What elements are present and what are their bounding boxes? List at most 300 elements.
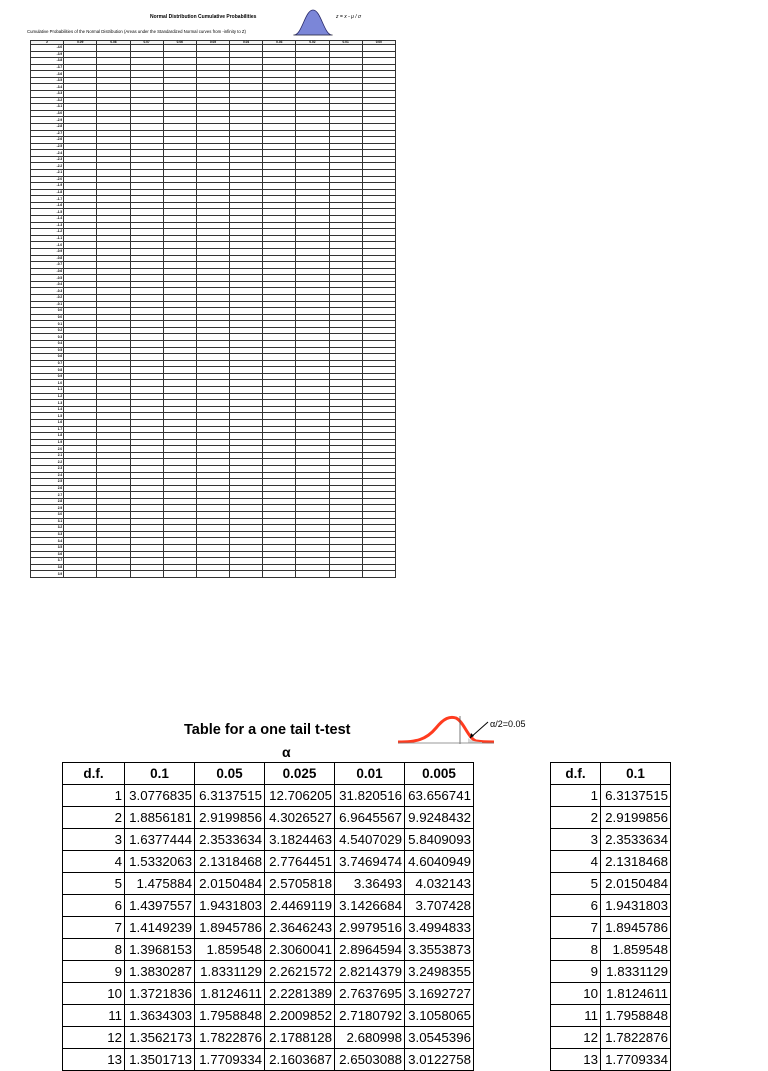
t-value-cell: 2.3646243 bbox=[265, 917, 335, 939]
probability-cell bbox=[97, 466, 130, 473]
probability-cell bbox=[296, 380, 329, 387]
probability-cell bbox=[163, 564, 196, 571]
normal-table-row bbox=[31, 551, 396, 558]
probability-cell bbox=[163, 439, 196, 446]
probability-cell bbox=[64, 275, 97, 282]
probability-cell bbox=[163, 196, 196, 203]
df-cell: 8 bbox=[63, 939, 125, 961]
probability-cell bbox=[296, 183, 329, 190]
t-value-cell: 2.7180792 bbox=[335, 1005, 405, 1027]
probability-cell bbox=[296, 544, 329, 551]
probability-cell bbox=[362, 268, 395, 275]
probability-cell bbox=[64, 288, 97, 295]
probability-cell bbox=[163, 110, 196, 117]
probability-cell bbox=[196, 314, 229, 321]
probability-cell bbox=[97, 77, 130, 84]
probability-cell bbox=[196, 498, 229, 505]
probability-cell bbox=[362, 327, 395, 334]
probability-cell bbox=[64, 380, 97, 387]
probability-cell bbox=[329, 176, 362, 183]
probability-cell bbox=[130, 202, 163, 209]
probability-cell bbox=[97, 492, 130, 499]
probability-cell bbox=[97, 498, 130, 505]
probability-cell bbox=[130, 130, 163, 137]
probability-cell bbox=[64, 222, 97, 229]
normal-table-row bbox=[31, 169, 396, 176]
normal-table-row bbox=[31, 189, 396, 196]
probability-cell bbox=[296, 485, 329, 492]
probability-cell bbox=[296, 518, 329, 525]
probability-cell bbox=[263, 235, 296, 242]
probability-cell bbox=[362, 492, 395, 499]
probability-cell bbox=[329, 104, 362, 111]
normal-table-row bbox=[31, 341, 396, 348]
normal-table-row bbox=[31, 544, 396, 551]
t-value-cell: 1.8945786 bbox=[195, 917, 265, 939]
probability-cell bbox=[130, 281, 163, 288]
z-value-cell: 0.8 bbox=[31, 367, 64, 374]
probability-cell bbox=[362, 308, 395, 315]
z-value-cell: 1.9 bbox=[31, 439, 64, 446]
probability-cell bbox=[196, 110, 229, 117]
t-value-cell: 2.6503088 bbox=[335, 1049, 405, 1071]
probability-cell bbox=[296, 189, 329, 196]
df-cell: 7 bbox=[551, 917, 601, 939]
z-value-cell: -3.2 bbox=[31, 97, 64, 104]
t-value-cell: 2.7764451 bbox=[265, 851, 335, 873]
probability-cell bbox=[296, 248, 329, 255]
probability-cell bbox=[329, 426, 362, 433]
t-value-cell: 2.0150484 bbox=[601, 873, 671, 895]
probability-cell bbox=[196, 380, 229, 387]
probability-cell bbox=[263, 294, 296, 301]
probability-cell bbox=[130, 222, 163, 229]
probability-cell bbox=[163, 130, 196, 137]
z-value-cell: 3.6 bbox=[31, 551, 64, 558]
probability-cell bbox=[230, 354, 263, 361]
probability-cell bbox=[263, 71, 296, 78]
t-table-header-cell: d.f. bbox=[63, 763, 125, 785]
t-value-cell: 3.1692727 bbox=[405, 983, 474, 1005]
t-value-cell: 1.8124611 bbox=[601, 983, 671, 1005]
probability-cell bbox=[130, 485, 163, 492]
normal-table-row bbox=[31, 485, 396, 492]
normal-table-row bbox=[31, 452, 396, 459]
normal-table-row bbox=[31, 433, 396, 440]
probability-cell bbox=[329, 419, 362, 426]
t-value-cell: 3.36493 bbox=[335, 873, 405, 895]
probability-cell bbox=[329, 387, 362, 394]
probability-cell bbox=[130, 505, 163, 512]
probability-cell bbox=[97, 367, 130, 374]
df-cell: 6 bbox=[551, 895, 601, 917]
probability-cell bbox=[64, 137, 97, 144]
probability-cell bbox=[163, 229, 196, 236]
probability-cell bbox=[64, 452, 97, 459]
z-value-cell: 1.7 bbox=[31, 426, 64, 433]
t-value-cell: 1.3968153 bbox=[125, 939, 195, 961]
probability-cell bbox=[196, 183, 229, 190]
probability-cell bbox=[163, 163, 196, 170]
probability-cell bbox=[130, 525, 163, 532]
probability-cell bbox=[362, 564, 395, 571]
z-value-cell: 1.2 bbox=[31, 393, 64, 400]
normal-header-cell: 0.09 bbox=[64, 41, 97, 45]
probability-cell bbox=[230, 84, 263, 91]
probability-cell bbox=[163, 183, 196, 190]
probability-cell bbox=[296, 512, 329, 519]
probability-cell bbox=[296, 538, 329, 545]
probability-cell bbox=[130, 472, 163, 479]
t-value-cell: 5.8409093 bbox=[405, 829, 474, 851]
normal-table-row bbox=[31, 426, 396, 433]
normal-table-row bbox=[31, 268, 396, 275]
probability-cell bbox=[329, 143, 362, 150]
probability-cell bbox=[362, 393, 395, 400]
probability-cell bbox=[196, 479, 229, 486]
normal-table-row bbox=[31, 466, 396, 473]
probability-cell bbox=[230, 571, 263, 578]
probability-cell bbox=[362, 413, 395, 420]
probability-cell bbox=[163, 169, 196, 176]
df-cell: 10 bbox=[63, 983, 125, 1005]
probability-cell bbox=[296, 419, 329, 426]
probability-cell bbox=[64, 321, 97, 328]
probability-cell bbox=[64, 150, 97, 157]
z-value-cell: -0.9 bbox=[31, 248, 64, 255]
probability-cell bbox=[163, 327, 196, 334]
bell-curve-icon bbox=[292, 8, 334, 38]
probability-cell bbox=[163, 393, 196, 400]
probability-cell bbox=[163, 321, 196, 328]
t-value-cell: 1.8331129 bbox=[195, 961, 265, 983]
z-value-cell: -3.5 bbox=[31, 77, 64, 84]
probability-cell bbox=[263, 97, 296, 104]
probability-cell bbox=[97, 143, 130, 150]
probability-cell bbox=[296, 367, 329, 374]
probability-cell bbox=[163, 288, 196, 295]
probability-cell bbox=[230, 413, 263, 420]
probability-cell bbox=[97, 564, 130, 571]
probability-cell bbox=[64, 459, 97, 466]
probability-cell bbox=[362, 262, 395, 269]
probability-cell bbox=[230, 525, 263, 532]
probability-cell bbox=[230, 479, 263, 486]
normal-table-row bbox=[31, 419, 396, 426]
probability-cell bbox=[163, 466, 196, 473]
probability-cell bbox=[196, 439, 229, 446]
probability-cell bbox=[230, 202, 263, 209]
probability-cell bbox=[263, 176, 296, 183]
probability-cell bbox=[230, 51, 263, 58]
probability-cell bbox=[263, 123, 296, 130]
probability-cell bbox=[329, 525, 362, 532]
probability-cell bbox=[329, 71, 362, 78]
probability-cell bbox=[196, 45, 229, 52]
probability-cell bbox=[296, 97, 329, 104]
t-value-cell: 12.706205 bbox=[265, 785, 335, 807]
t-value-cell: 1.3721836 bbox=[125, 983, 195, 1005]
t-table-header-cell: 0.025 bbox=[265, 763, 335, 785]
probability-cell bbox=[196, 235, 229, 242]
t-value-cell: 31.820516 bbox=[335, 785, 405, 807]
probability-cell bbox=[230, 281, 263, 288]
probability-cell bbox=[263, 505, 296, 512]
normal-header-cell: 0.03 bbox=[263, 41, 296, 45]
probability-cell bbox=[64, 393, 97, 400]
probability-cell bbox=[196, 400, 229, 407]
probability-cell bbox=[296, 242, 329, 249]
probability-cell bbox=[196, 558, 229, 565]
probability-cell bbox=[196, 91, 229, 98]
probability-cell bbox=[163, 156, 196, 163]
probability-cell bbox=[196, 512, 229, 519]
probability-cell bbox=[263, 242, 296, 249]
probability-cell bbox=[64, 91, 97, 98]
probability-cell bbox=[230, 209, 263, 216]
probability-cell bbox=[130, 58, 163, 65]
probability-cell bbox=[329, 169, 362, 176]
t-value-cell: 3.1058065 bbox=[405, 1005, 474, 1027]
z-value-cell: 2.1 bbox=[31, 452, 64, 459]
z-value-cell: 1.3 bbox=[31, 400, 64, 407]
probability-cell bbox=[97, 360, 130, 367]
probability-cell bbox=[163, 492, 196, 499]
z-value-cell: -1.5 bbox=[31, 209, 64, 216]
probability-cell bbox=[296, 196, 329, 203]
probability-cell bbox=[64, 235, 97, 242]
probability-cell bbox=[296, 202, 329, 209]
probability-cell bbox=[362, 229, 395, 236]
normal-table-row bbox=[31, 45, 396, 52]
probability-cell bbox=[263, 413, 296, 420]
probability-cell bbox=[329, 209, 362, 216]
probability-cell bbox=[263, 558, 296, 565]
probability-cell bbox=[329, 301, 362, 308]
t-table-side-clip bbox=[550, 762, 668, 1067]
probability-cell bbox=[163, 341, 196, 348]
z-value-cell: 2.0 bbox=[31, 446, 64, 453]
z-value-cell: 1.1 bbox=[31, 387, 64, 394]
probability-cell bbox=[362, 452, 395, 459]
probability-cell bbox=[230, 216, 263, 223]
normal-table-row bbox=[31, 255, 396, 262]
probability-cell bbox=[163, 117, 196, 124]
probability-cell bbox=[130, 446, 163, 453]
probability-cell bbox=[230, 137, 263, 144]
probability-cell bbox=[263, 479, 296, 486]
probability-cell bbox=[263, 45, 296, 52]
probability-cell bbox=[196, 492, 229, 499]
probability-cell bbox=[163, 452, 196, 459]
probability-cell bbox=[230, 531, 263, 538]
probability-cell bbox=[230, 564, 263, 571]
df-cell: 1 bbox=[63, 785, 125, 807]
probability-cell bbox=[230, 156, 263, 163]
probability-cell bbox=[196, 104, 229, 111]
probability-cell bbox=[230, 380, 263, 387]
probability-cell bbox=[362, 189, 395, 196]
probability-cell bbox=[263, 531, 296, 538]
probability-cell bbox=[296, 156, 329, 163]
normal-table-row bbox=[31, 446, 396, 453]
probability-cell bbox=[230, 512, 263, 519]
probability-cell bbox=[362, 459, 395, 466]
probability-cell bbox=[296, 117, 329, 124]
probability-cell bbox=[230, 485, 263, 492]
probability-cell bbox=[97, 485, 130, 492]
probability-cell bbox=[64, 156, 97, 163]
t-table-header-row bbox=[63, 763, 474, 785]
probability-cell bbox=[64, 571, 97, 578]
probability-cell bbox=[130, 229, 163, 236]
probability-cell bbox=[362, 485, 395, 492]
t-table-row bbox=[63, 873, 474, 895]
z-value-cell: -3.3 bbox=[31, 91, 64, 98]
probability-cell bbox=[196, 373, 229, 380]
probability-cell bbox=[196, 564, 229, 571]
probability-cell bbox=[263, 117, 296, 124]
probability-cell bbox=[362, 341, 395, 348]
t-value-cell: 1.3830287 bbox=[125, 961, 195, 983]
normal-table-row bbox=[31, 51, 396, 58]
probability-cell bbox=[296, 262, 329, 269]
probability-cell bbox=[163, 262, 196, 269]
t-table-row bbox=[63, 1005, 474, 1027]
probability-cell bbox=[130, 479, 163, 486]
probability-cell bbox=[163, 51, 196, 58]
probability-cell bbox=[362, 400, 395, 407]
probability-cell bbox=[329, 314, 362, 321]
t-table-row bbox=[63, 785, 474, 807]
t-value-cell: 9.9248432 bbox=[405, 807, 474, 829]
probability-cell bbox=[196, 123, 229, 130]
probability-cell bbox=[130, 354, 163, 361]
z-value-cell: 3.5 bbox=[31, 544, 64, 551]
probability-cell bbox=[329, 505, 362, 512]
probability-cell bbox=[196, 255, 229, 262]
probability-cell bbox=[64, 176, 97, 183]
probability-cell bbox=[362, 97, 395, 104]
probability-cell bbox=[362, 255, 395, 262]
df-cell: 12 bbox=[63, 1027, 125, 1049]
probability-cell bbox=[196, 551, 229, 558]
probability-cell bbox=[97, 97, 130, 104]
probability-cell bbox=[329, 564, 362, 571]
probability-cell bbox=[362, 544, 395, 551]
probability-cell bbox=[230, 130, 263, 137]
z-value-cell: 0.2 bbox=[31, 327, 64, 334]
probability-cell bbox=[329, 117, 362, 124]
probability-cell bbox=[97, 452, 130, 459]
normal-table-row bbox=[31, 222, 396, 229]
probability-cell bbox=[163, 518, 196, 525]
probability-cell bbox=[230, 117, 263, 124]
probability-cell bbox=[64, 558, 97, 565]
probability-cell bbox=[230, 97, 263, 104]
t-value-cell: 1.7958848 bbox=[601, 1005, 671, 1027]
probability-cell bbox=[230, 492, 263, 499]
probability-cell bbox=[296, 71, 329, 78]
t-table-row bbox=[63, 829, 474, 851]
probability-cell bbox=[329, 380, 362, 387]
probability-cell bbox=[196, 327, 229, 334]
probability-cell bbox=[329, 433, 362, 440]
normal-header-cell: 0.02 bbox=[296, 41, 329, 45]
normal-table-row bbox=[31, 354, 396, 361]
probability-cell bbox=[64, 143, 97, 150]
probability-cell bbox=[163, 433, 196, 440]
probability-cell bbox=[329, 275, 362, 282]
probability-cell bbox=[196, 308, 229, 315]
probability-cell bbox=[329, 413, 362, 420]
probability-cell bbox=[64, 531, 97, 538]
probability-cell bbox=[64, 419, 97, 426]
probability-cell bbox=[196, 485, 229, 492]
t-value-cell: 1.3634303 bbox=[125, 1005, 195, 1027]
probability-cell bbox=[296, 571, 329, 578]
z-value-cell: -2.9 bbox=[31, 117, 64, 124]
probability-cell bbox=[97, 321, 130, 328]
t-value-cell: 2.9979516 bbox=[335, 917, 405, 939]
probability-cell bbox=[196, 137, 229, 144]
probability-cell bbox=[329, 156, 362, 163]
probability-cell bbox=[130, 341, 163, 348]
z-value-cell: -1.7 bbox=[31, 196, 64, 203]
t-table-row bbox=[63, 983, 474, 1005]
t-value-cell: 1.5332063 bbox=[125, 851, 195, 873]
probability-cell bbox=[196, 294, 229, 301]
probability-cell bbox=[296, 321, 329, 328]
normal-table-row bbox=[31, 492, 396, 499]
probability-cell bbox=[163, 71, 196, 78]
probability-cell bbox=[163, 202, 196, 209]
probability-cell bbox=[296, 281, 329, 288]
probability-cell bbox=[362, 314, 395, 321]
probability-cell bbox=[163, 235, 196, 242]
probability-cell bbox=[97, 156, 130, 163]
probability-cell bbox=[362, 498, 395, 505]
t-value-cell: 6.3137515 bbox=[195, 785, 265, 807]
probability-cell bbox=[263, 419, 296, 426]
probability-cell bbox=[329, 163, 362, 170]
probability-cell bbox=[230, 45, 263, 52]
probability-cell bbox=[130, 262, 163, 269]
z-value-cell: -1.0 bbox=[31, 242, 64, 249]
normal-table-row bbox=[31, 143, 396, 150]
z-value-cell: -0.6 bbox=[31, 268, 64, 275]
probability-cell bbox=[130, 564, 163, 571]
df-cell: 7 bbox=[63, 917, 125, 939]
probability-cell bbox=[130, 347, 163, 354]
probability-cell bbox=[64, 472, 97, 479]
probability-cell bbox=[263, 288, 296, 295]
probability-cell bbox=[362, 123, 395, 130]
probability-cell bbox=[362, 538, 395, 545]
probability-cell bbox=[130, 137, 163, 144]
probability-cell bbox=[163, 308, 196, 315]
normal-table-row bbox=[31, 77, 396, 84]
probability-cell bbox=[296, 531, 329, 538]
probability-cell bbox=[196, 321, 229, 328]
probability-cell bbox=[97, 334, 130, 341]
probability-cell bbox=[263, 314, 296, 321]
probability-cell bbox=[97, 433, 130, 440]
probability-cell bbox=[362, 466, 395, 473]
probability-cell bbox=[230, 189, 263, 196]
probability-cell bbox=[329, 571, 362, 578]
probability-cell bbox=[97, 406, 130, 413]
